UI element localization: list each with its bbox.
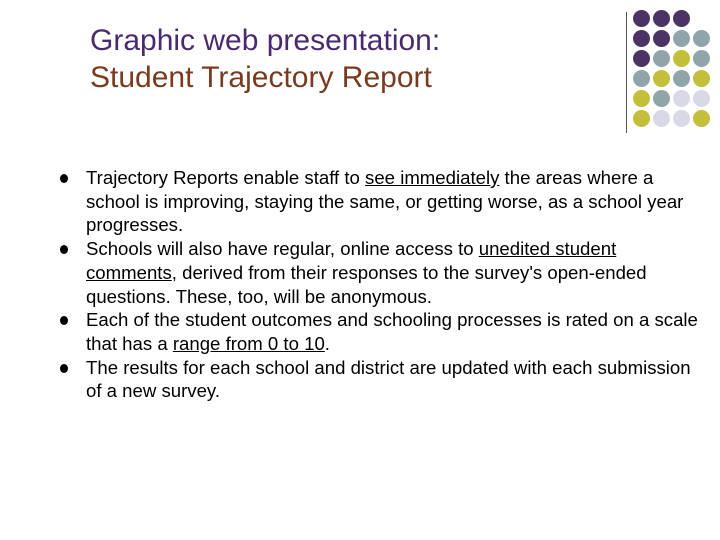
decorative-dot — [673, 70, 690, 87]
bullet-text-pre: Schools will also have regular, online access to — [86, 238, 479, 260]
decorative-dot — [673, 10, 690, 27]
decorative-dot — [653, 110, 670, 127]
bullet-marker-icon — [60, 174, 68, 183]
bullet-marker-icon — [60, 316, 68, 325]
bullet-list — [60, 166, 700, 403]
decorative-dot — [673, 30, 690, 47]
bullet-item — [60, 308, 700, 355]
decorative-dot — [633, 110, 650, 127]
bullet-text-underlined: range from 0 to 10 — [172, 332, 325, 354]
decorative-dot — [653, 90, 670, 107]
decorative-dot — [653, 30, 670, 47]
vertical-divider — [626, 12, 627, 133]
bullet-text-underlined: see immediately — [365, 167, 500, 188]
decorative-dot — [693, 30, 710, 47]
title-line-1: Graphic web presentation: — [90, 24, 441, 57]
bullet-marker-icon — [60, 364, 68, 373]
decorative-dot — [693, 90, 710, 107]
decorative-dot — [633, 90, 650, 107]
decorative-dot — [653, 10, 670, 27]
decorative-dot — [673, 110, 690, 127]
bullet-text-pre: Trajectory Reports enable staff to — [86, 167, 366, 188]
title-block — [90, 22, 610, 96]
decorative-dot — [633, 50, 650, 67]
bullet-marker-icon — [60, 245, 68, 254]
decorative-dot — [653, 50, 670, 67]
decorative-dot — [673, 50, 690, 67]
decorative-dot — [653, 70, 670, 87]
bullet-text-post: , derived from their responses to the survey's open-ended questions. These, too, will be anonymous. — [86, 261, 647, 307]
decorative-dot — [633, 10, 650, 27]
bullet-text-pre: Each of the student outcomes and schooling processes is rated on a scale that has a — [86, 309, 698, 354]
decorative-dot — [693, 70, 710, 87]
bullet-item — [60, 237, 700, 308]
title-line-2: Student Trajectory Report — [90, 61, 432, 94]
bullet-text-post: . — [324, 332, 330, 354]
bullet-text-underlined: unedited student comments — [86, 238, 617, 283]
decorative-dot — [633, 30, 650, 47]
bullet-item — [60, 166, 700, 237]
decorative-dot — [693, 110, 710, 127]
bullet-text-pre: The results for each school and district are updated with each submission of a new survey. — [86, 356, 691, 402]
decorative-dot — [673, 90, 690, 107]
decorative-dot — [693, 50, 710, 67]
decorative-dot-grid — [633, 10, 720, 130]
decorative-dot — [633, 70, 650, 87]
bullet-text-post: the areas where a school is improving, staying the same, or getting worse, as a school year progresses. — [86, 167, 684, 236]
bullet-item — [60, 356, 700, 403]
